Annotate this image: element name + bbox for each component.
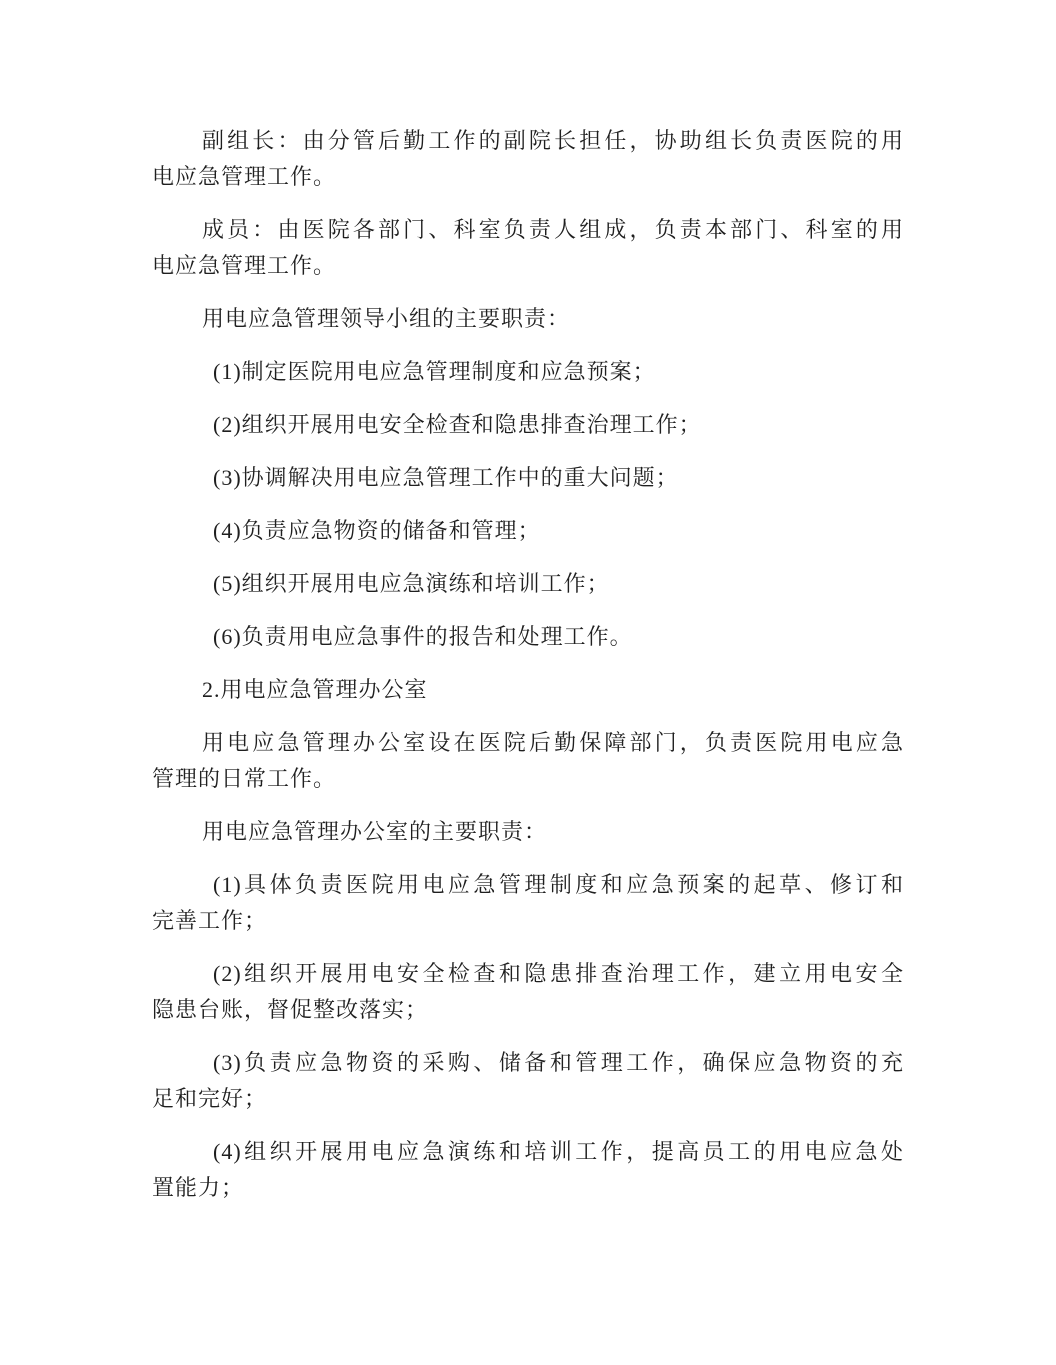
paragraph-line: (1)制定医院用电应急管理制度和应急预案； <box>213 359 656 384</box>
list-item-group-duty-3 <box>152 460 904 496</box>
paragraph-line: 用电应急管理办公室的主要职责： <box>202 819 548 844</box>
paragraph-line: (3)负责应急物资的采购、储备和管理工作，确保应急物资的充 <box>213 1050 904 1075</box>
paragraph-line: 电应急管理工作。 <box>152 253 337 278</box>
paragraph-office-location <box>152 725 904 797</box>
paragraph-line: (1)具体负责医院用电应急管理制度和应急预案的起草、修订和 <box>213 872 904 897</box>
list-item-group-duty-1 <box>152 354 904 390</box>
paragraph-line: (2)组织开展用电安全检查和隐患排查治理工作，建立用电安全 <box>213 961 904 986</box>
paragraph-line: (5)组织开展用电应急演练和培训工作； <box>213 571 610 596</box>
paragraph-line: 管理的日常工作。 <box>152 766 337 791</box>
paragraph-line: 足和完好； <box>152 1086 268 1111</box>
list-item-office-duty-4 <box>152 1134 904 1206</box>
paragraph-line: 副组长：由分管后勤工作的副院长担任，协助组长负责医院的用 <box>202 128 904 153</box>
paragraph-deputy-leader <box>152 123 904 195</box>
paragraph-line: (2)组织开展用电安全检查和隐患排查治理工作； <box>213 412 702 437</box>
paragraph-line: 2.用电应急管理办公室 <box>202 677 428 702</box>
paragraph-line: 置能力； <box>152 1175 245 1200</box>
heading-office-section <box>152 672 904 708</box>
heading-office-duties <box>152 814 904 850</box>
list-item-office-duty-3 <box>152 1045 904 1117</box>
paragraph-line: (4)负责应急物资的储备和管理； <box>213 518 541 543</box>
list-item-group-duty-4 <box>152 513 904 549</box>
paragraph-line: (6)负责用电应急事件的报告和处理工作。 <box>213 624 633 649</box>
paragraph-line: 成员：由医院各部门、科室负责人组成，负责本部门、科室的用 <box>202 217 904 242</box>
paragraph-line: 完善工作； <box>152 908 268 933</box>
paragraph-line: 电应急管理工作。 <box>152 164 337 189</box>
list-item-group-duty-5 <box>152 566 904 602</box>
paragraph-line: (4)组织开展用电应急演练和培训工作，提高员工的用电应急处 <box>213 1139 904 1164</box>
paragraph-line: 用电应急管理领导小组的主要职责： <box>202 306 571 331</box>
list-item-office-duty-2 <box>152 956 904 1028</box>
list-item-office-duty-1 <box>152 867 904 939</box>
list-item-group-duty-6 <box>152 619 904 655</box>
paragraph-line: 用电应急管理办公室设在医院后勤保障部门，负责医院用电应急 <box>202 730 904 755</box>
paragraph-members <box>152 212 904 284</box>
paragraph-line: 隐患台账，督促整改落实； <box>152 997 429 1022</box>
paragraph-line: (3)协调解决用电应急管理工作中的重大问题； <box>213 465 679 490</box>
list-item-group-duty-2 <box>152 407 904 443</box>
heading-leading-group-duties <box>152 301 904 337</box>
